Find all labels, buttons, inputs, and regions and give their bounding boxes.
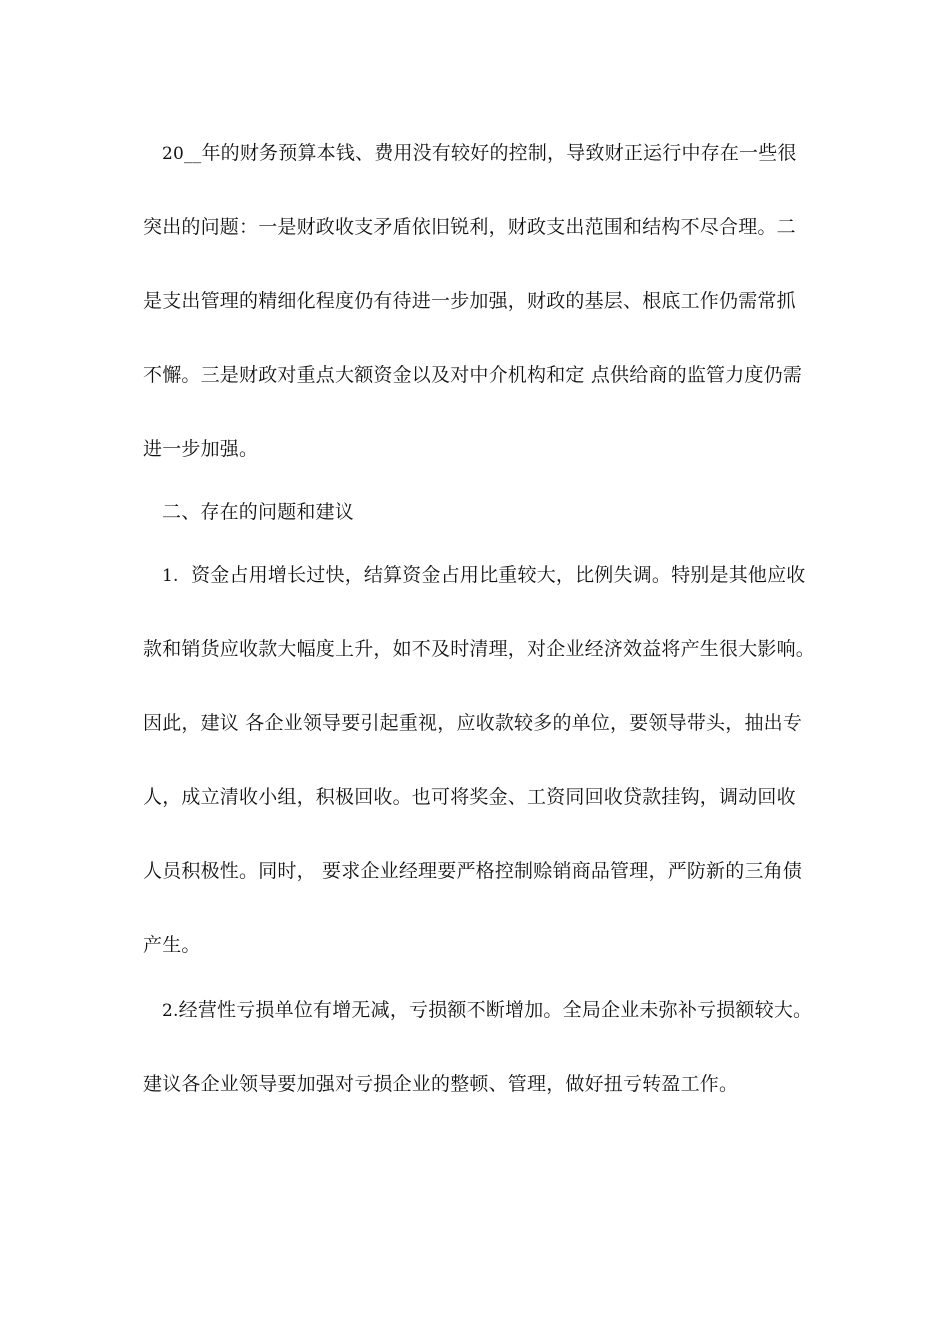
- year-blank: __: [184, 144, 202, 164]
- list-item-line: [162, 998, 827, 1023]
- list-item-line: 产生。: [143, 934, 201, 956]
- list-item-text: 经营性亏损单位有增无减，亏损额不断增加。全局企业未弥补亏损额较大。: [178, 999, 813, 1021]
- year-prefix: 20: [162, 144, 185, 164]
- paragraph-line: 进一步加强。: [143, 438, 259, 460]
- list-item-line: [162, 563, 827, 588]
- item-number: 2.: [162, 1001, 179, 1021]
- section-heading: 二、存在的问题和建议: [162, 501, 355, 523]
- list-item-line: 款和销货应收款大幅度上升，如不及时清理，对企业经济效益将产生很大影响。: [143, 638, 816, 660]
- paragraph-text: 年的财务预算本钱、费用没有较好的控制，导致财正运行中存在一些很: [201, 142, 797, 164]
- list-item-line: 人，成立清收小组，积极回收。也可将奖金、工资同回收贷款挂钩，调动回收: [143, 786, 796, 808]
- paragraph-line: 不懈。三是财政对重点大额资金以及对中介机构和定 点供给商的监管力度仍需: [143, 364, 803, 386]
- list-item-text: 资金占用增长过快，结算资金占用比重较大，比例失调。特别是其他应收: [191, 564, 806, 586]
- list-item-line: 人员积极性。同时， 要求企业经理要严格控制赊销商品管理，严防新的三角债: [143, 860, 803, 882]
- item-number: 1.: [162, 566, 179, 586]
- list-item-line: 因此，建议 各企业领导要引起重视，应收款较多的单位，要领导带头，抽出专: [143, 712, 803, 734]
- list-item-line: 建议各企业领导要加强对亏损企业的整顿、管理，做好扭亏转盈工作。: [143, 1073, 739, 1095]
- paragraph-line: 是支出管理的精细化程度仍有待进一步加强，财政的基层、根底工作仍需常抓: [143, 290, 796, 312]
- paragraph-line: [162, 141, 827, 166]
- paragraph-line: 突出的问题：一是财政收支矛盾依旧锐利，财政支出范围和结构不尽合理。二: [143, 216, 796, 238]
